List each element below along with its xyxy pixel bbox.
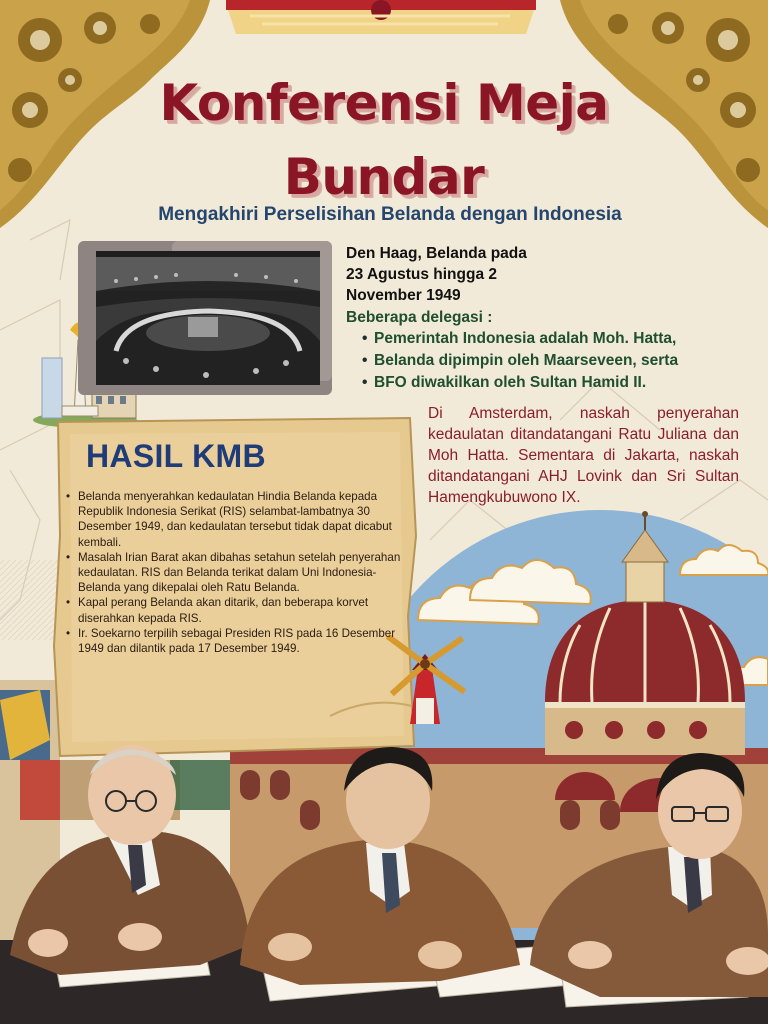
info-block [346, 243, 746, 394]
hasil-title: HASIL KMB [86, 438, 266, 474]
signer-right [530, 753, 768, 997]
delegasi-item: • BFO diwakilkan oleh Sultan Hamid II. [362, 372, 746, 394]
hasil-item: • Belanda menyerahkan kedaulatan Hindia Belanda kepada Republik Indonesia Serikat (RIS) selambat-lambatnya 30 Desember 1949, dan kedaulatan tersebut tidak dapat dicabut kembali. [66, 489, 406, 550]
conference-photo [96, 251, 320, 385]
delegasi-item: • Pemerintah Indonesia adalah Moh. Hatta, [362, 328, 746, 350]
signing-men-illustration [0, 735, 768, 1024]
hasil-item: • Ir. Soekarno terpilih sebagai Presiden RIS pada 16 Desember 1949 dan dilantik pada 17 Desember 1949. [66, 626, 406, 656]
delegasi-list [362, 328, 746, 394]
hasil-list [66, 489, 406, 656]
hasil-item: • Masalah Irian Barat akan dibahas setahun setelah penyerahan kedaulatan. RIS dan Belanda terikat dalam Uni Indonesia-Belanda yang dikepalai oleh Ratu Belanda. [66, 550, 406, 596]
location-line: Den Haag, Belanda pada [346, 245, 527, 262]
hasil-item: • Kapal perang Belanda akan ditarik, dan beberapa korvet diserahkan kepada RIS. [66, 595, 406, 625]
top-ribbon-icon [226, 0, 536, 34]
signer-center [240, 747, 520, 985]
amsterdam-paragraph: Di Amsterdam, naskah penyerahan kedaulatan ditandatangani Ratu Juliana dan Moh Hatta. Sementara di Jakarta, naskah ditandatangani AHJ Lovink dan Sri Sultan Hamengkubuwono IX. [428, 405, 739, 506]
date-line: November 1949 [346, 287, 461, 304]
signer-left [10, 745, 250, 975]
date-line: 23 Agustus hingga 2 [346, 266, 498, 283]
delegasi-item: • Belanda dipimpin oleh Maarseveen, serta [362, 350, 746, 372]
poster-title-line1: Konferensi Meja [159, 74, 609, 132]
poster-subtitle: Mengakhiri Perselisihan Belanda dengan Indonesia [158, 204, 622, 225]
poster-title-line2: Bundar [283, 148, 485, 206]
delegasi-heading: Beberapa delegasi : [346, 309, 493, 326]
